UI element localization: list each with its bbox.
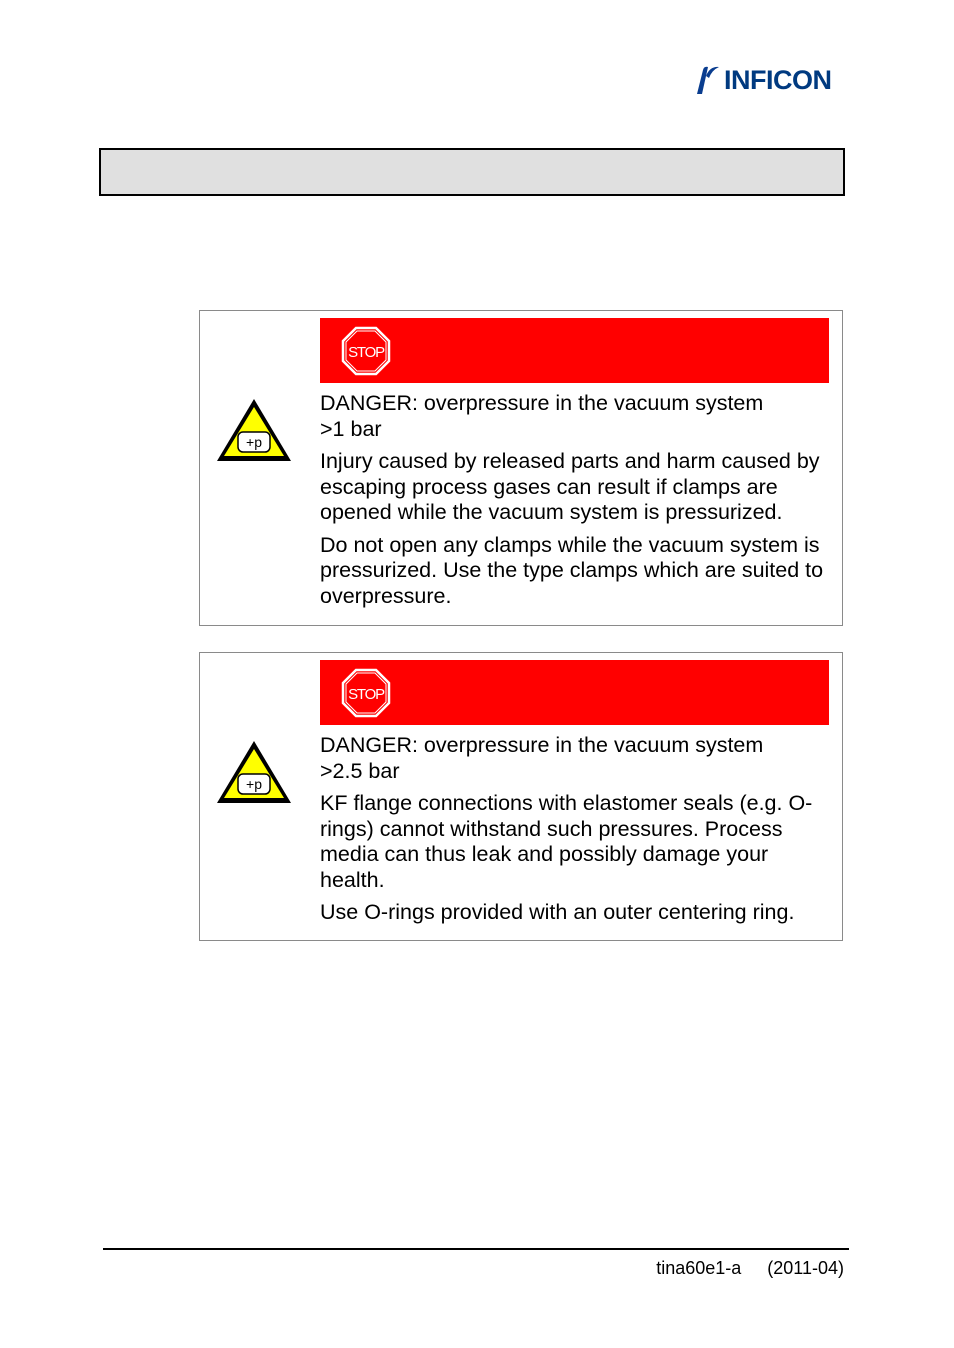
inficon-logo [694, 64, 832, 96]
danger-heading [320, 733, 832, 784]
inficon-logo-icon [694, 64, 720, 96]
consequence-text: KF flange connections with elastomer seals (e.g. O-rings) cannot withstand such pressures. Process media can thus leak and possibly damage your health. [320, 791, 813, 892]
instruction-text: Do not open any clamps while the vacuum system is pressurized. Use the type clamps which are suited to overpressure. [320, 532, 824, 608]
section-title-bar [99, 148, 845, 196]
consequence-text: Injury caused by released parts and harm caused by escaping process gases can result if clamps are opened while the vacuum system is pressurized. [320, 449, 820, 524]
stop-label: STOP [348, 344, 384, 361]
danger-heading-line1: DANGER: overpressure in the vacuum system [320, 733, 764, 757]
notice-content [320, 733, 832, 933]
doc-id: tina60e1-a [656, 1258, 742, 1278]
instruction-text: Use O-rings provided with an outer centering ring. [320, 900, 795, 924]
doc-date: (2011-04) [767, 1258, 844, 1278]
danger-banner [320, 660, 829, 725]
danger-notice-2 [199, 652, 843, 941]
stop-sign-icon [341, 668, 391, 718]
footer [656, 1258, 844, 1279]
danger-heading [320, 391, 832, 442]
hazard-label: +p [246, 776, 262, 792]
danger-banner [320, 318, 829, 383]
danger-heading-line2: >2.5 bar [320, 758, 400, 783]
danger-heading-line2: >1 bar [320, 416, 382, 441]
stop-sign-icon [341, 326, 391, 376]
overpressure-warning-icon [215, 739, 293, 805]
stop-label: STOP [348, 686, 384, 703]
footer-divider [103, 1248, 849, 1250]
danger-notice-1 [199, 310, 843, 626]
logo-text: INFICON [724, 64, 832, 95]
hazard-label: +p [246, 434, 262, 450]
notice-content [320, 391, 832, 616]
danger-heading-line1: DANGER: overpressure in the vacuum system [320, 391, 764, 415]
overpressure-warning-icon [215, 397, 293, 463]
